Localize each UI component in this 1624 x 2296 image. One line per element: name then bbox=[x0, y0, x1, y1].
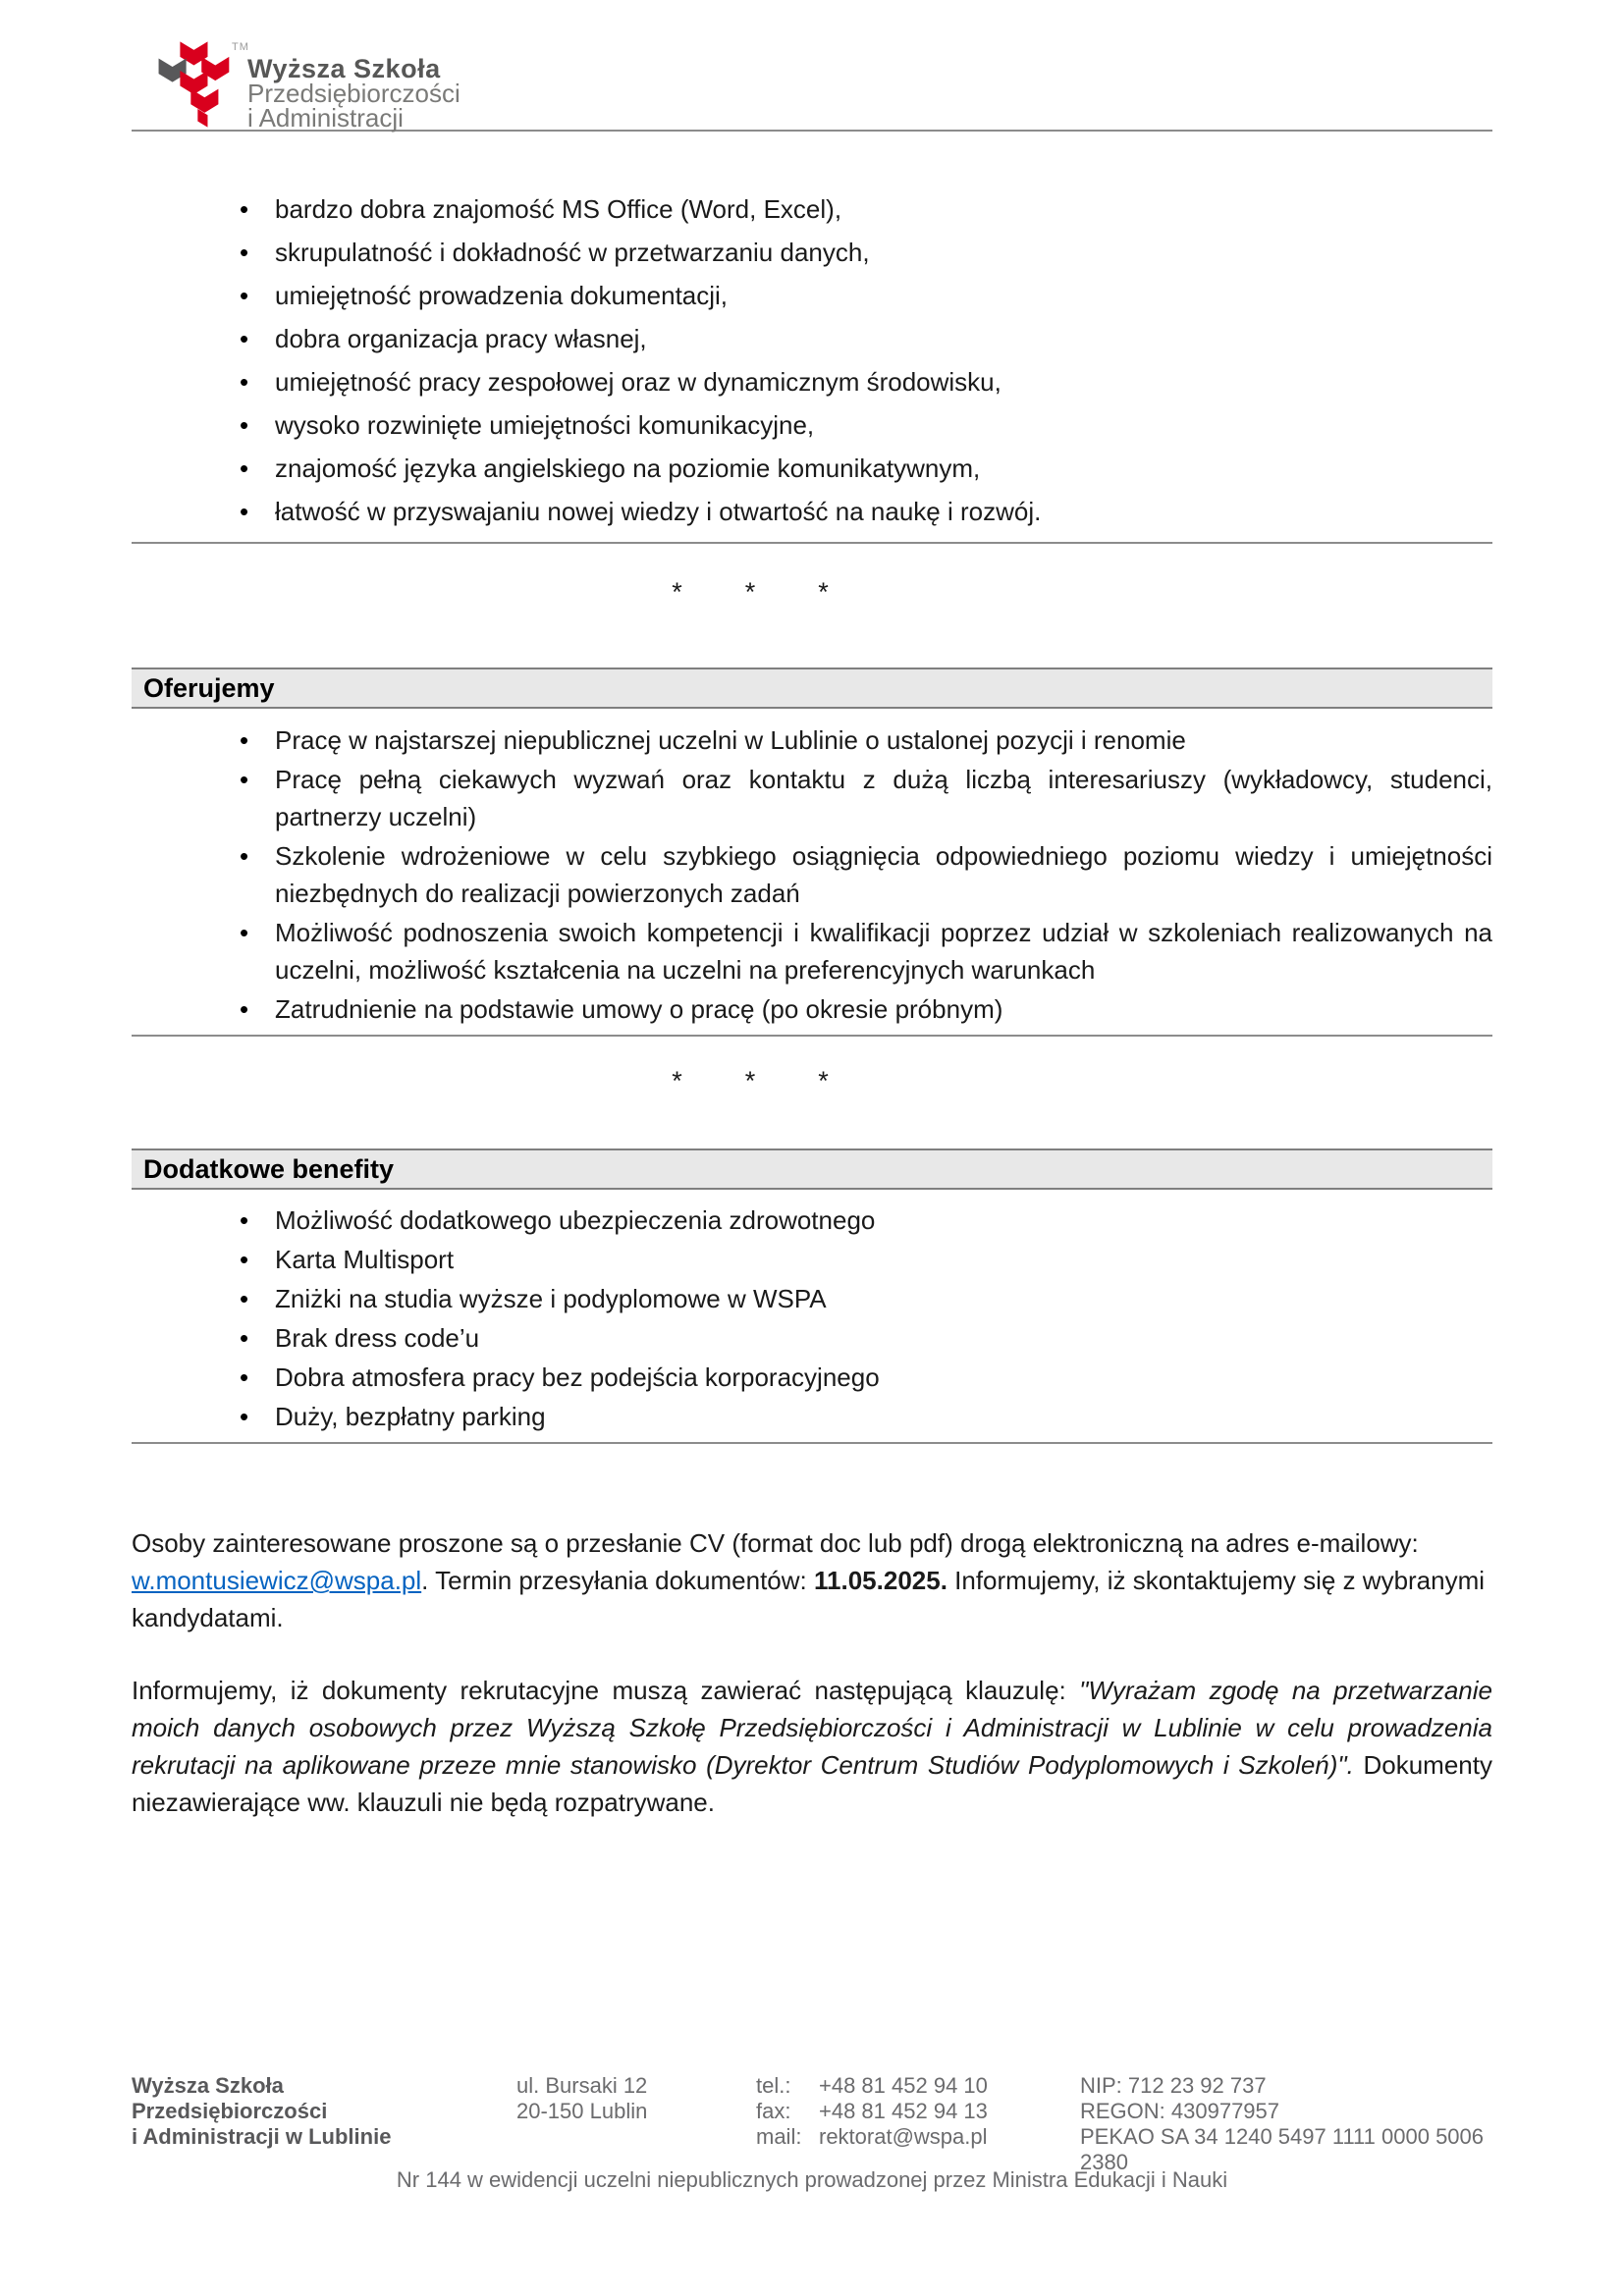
separator-star: * bbox=[672, 577, 682, 607]
page-footer bbox=[132, 2073, 1492, 2175]
footer-nip: NIP: 712 23 92 737 bbox=[1080, 2073, 1267, 2098]
separator-star: * bbox=[818, 577, 829, 607]
university-logo-icon bbox=[157, 41, 234, 128]
footer-fax bbox=[756, 2099, 1080, 2124]
separator-star: * bbox=[818, 1066, 829, 1095]
footer-regon: REGON: 430977957 bbox=[1080, 2099, 1280, 2123]
offer-list bbox=[132, 721, 1492, 1028]
list-item: • Dobra atmosfera pracy bez podejścia korporacyjnego bbox=[132, 1359, 1492, 1396]
list-item: • wysoko rozwinięte umiejętności komunikacyjne, bbox=[132, 406, 1492, 444]
paragraph-text: Informujemy, iż dokumenty rekrutacyjne muszą zawierać następującą klauzulę: bbox=[132, 1676, 1080, 1705]
divider-after-offer bbox=[132, 1035, 1492, 1037]
footer-phone bbox=[756, 2073, 1080, 2099]
gdpr-clause-text: "Wyrażam zgodę na przetwarzanie moich danych osobowych przez Wyższą Szkołę Przedsiębiorczości i Administracji w Lublinie w celu prowadzenia rekrutacji na aplikowane przeze mnie stanowisko (Dyrektor Centrum Studiów Podyplomowych i Szkoleń)". bbox=[132, 1676, 1492, 1780]
footer-university-name bbox=[132, 2073, 516, 2175]
paragraph-text: Informujemy, iż skontaktujemy się z wybranymi kandydatami. bbox=[132, 1566, 1486, 1632]
divider-after-benefits bbox=[132, 1442, 1492, 1444]
section-header-benefits bbox=[132, 1148, 1492, 1190]
fax-value: +48 81 452 94 13 bbox=[819, 2099, 988, 2123]
section-separator bbox=[132, 1062, 1492, 1099]
separator-star: * bbox=[672, 1066, 682, 1095]
footer-name-line: i Administracji w Lublinie bbox=[132, 2124, 392, 2149]
list-item: • Brak dress code’u bbox=[132, 1319, 1492, 1357]
requirements-list bbox=[132, 190, 1492, 530]
list-item: • Pracę w najstarszej niepublicznej uczelni w Lublinie o ustalonej pozycji i renomie bbox=[132, 721, 1492, 759]
footer-address-street: ul. Bursaki 12 bbox=[516, 2073, 648, 2098]
mail-value: rektorat@wspa.pl bbox=[819, 2124, 988, 2149]
logo-text-line1: Wyższa Szkoła bbox=[247, 54, 441, 83]
separator-star: * bbox=[744, 577, 756, 607]
footer-bank-account: PEKAO SA 34 1240 5497 1111 0000 5006 2380 bbox=[1080, 2124, 1485, 2174]
phone-label: tel.: bbox=[756, 2073, 791, 2098]
application-email-link[interactable]: w.montusiewicz@wspa.pl bbox=[132, 1566, 422, 1595]
fax-label: fax: bbox=[756, 2099, 791, 2123]
registry-note: Nr 144 w ewidencji uczelni niepublicznych prowadzonej przez Ministra Edukacji i Nauki bbox=[396, 2167, 1228, 2192]
footer-legal-ids bbox=[1080, 2073, 1492, 2175]
paragraph-text: . Termin przesyłania dokumentów: bbox=[421, 1566, 814, 1595]
logo-text-line3: i Administracji bbox=[247, 103, 404, 133]
logo-text-line2: Przedsiębiorczości bbox=[247, 79, 460, 108]
logo-wordmark bbox=[247, 54, 460, 133]
section-title: Oferujemy bbox=[143, 673, 275, 703]
list-item: • łatwość w przyswajaniu nowej wiedzy i otwartość na naukę i rozwój. bbox=[132, 493, 1492, 530]
list-item: • znajomość języka angielskiego na poziomie komunikatywnym, bbox=[132, 450, 1492, 487]
paragraph-text: Dokumenty niezawierające ww. klauzuli nie będą rozpatrywane. bbox=[132, 1750, 1492, 1817]
list-item: • Zniżki na studia wyższe i podyplomowe w WSPA bbox=[132, 1280, 1492, 1317]
footer-name-line: Przedsiębiorczości bbox=[132, 2099, 328, 2123]
list-item: • bardzo dobra znajomość MS Office (Word, Excel), bbox=[132, 190, 1492, 228]
section-separator bbox=[132, 573, 1492, 611]
list-item: • Duży, bezpłatny parking bbox=[132, 1398, 1492, 1435]
gdpr-clause-paragraph bbox=[132, 1672, 1492, 1821]
brand-header bbox=[132, 41, 1492, 133]
list-item: • dobra organizacja pracy własnej, bbox=[132, 320, 1492, 357]
benefits-list bbox=[132, 1201, 1492, 1435]
mail-label: mail: bbox=[756, 2124, 802, 2149]
list-item: • Możliwość podnoszenia swoich kompetencji i kwalifikacji poprzez udział w szkoleniach realizowanych na uczelni, możliwość kształcenia na uczelni na preferencyjnych warunkach bbox=[132, 914, 1492, 988]
divider-after-requirements bbox=[132, 542, 1492, 544]
footer-mail bbox=[756, 2124, 1080, 2150]
application-instructions-paragraph bbox=[132, 1524, 1492, 1636]
footer-name-line: Wyższa Szkoła bbox=[132, 2073, 284, 2098]
application-deadline: 11.05.2025. bbox=[814, 1566, 947, 1595]
footer-address-city: 20-150 Lublin bbox=[516, 2099, 648, 2123]
list-item: • Możliwość dodatkowego ubezpieczenia zdrowotnego bbox=[132, 1201, 1492, 1239]
paragraph-text: Osoby zainteresowane proszone są o przesłanie CV (format doc lub pdf) drogą elektroniczną na adres e-mailowy: bbox=[132, 1528, 1419, 1558]
list-item: • Zatrudnienie na podstawie umowy o pracę (po okresie próbnym) bbox=[132, 990, 1492, 1028]
list-item: • Szkolenie wdrożeniowe w celu szybkiego osiągnięcia odpowiedniego poziomu wiedzy i umiejętności niezbędnych do realizacji powierzonych zadań bbox=[132, 837, 1492, 912]
phone-value: +48 81 452 94 10 bbox=[819, 2073, 988, 2098]
list-item: • umiejętność pracy zespołowej oraz w dynamicznym środowisku, bbox=[132, 363, 1492, 400]
footer-address bbox=[516, 2073, 756, 2175]
section-title: Dodatkowe benefity bbox=[143, 1154, 395, 1184]
list-item: • skrupulatność i dokładność w przetwarzaniu danych, bbox=[132, 234, 1492, 271]
list-item: • Pracę pełną ciekawych wyzwań oraz kontaktu z dużą liczbą interesariuszy (wykładowcy, studenci, partnerzy uczelni) bbox=[132, 761, 1492, 835]
trademark-symbol: TM bbox=[232, 41, 249, 53]
list-item: • umiejętność prowadzenia dokumentacji, bbox=[132, 277, 1492, 314]
section-header-offer bbox=[132, 667, 1492, 709]
footer-contact bbox=[756, 2073, 1080, 2175]
list-item: • Karta Multisport bbox=[132, 1241, 1492, 1278]
separator-star: * bbox=[744, 1066, 756, 1095]
